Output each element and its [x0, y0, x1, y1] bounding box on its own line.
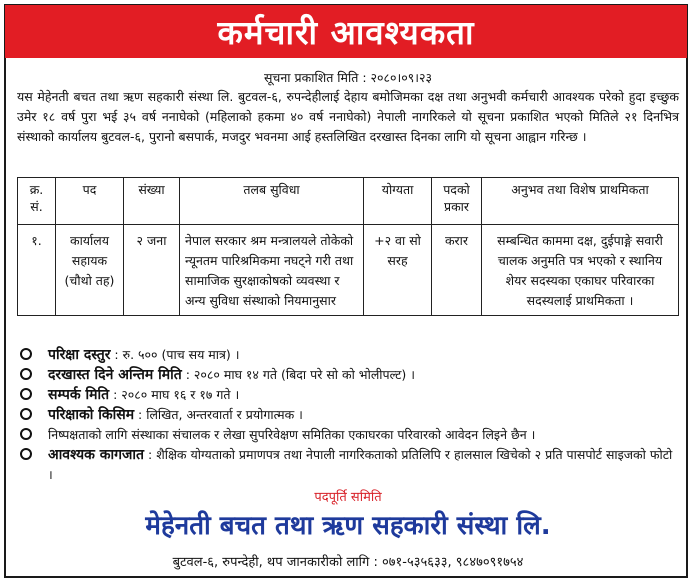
condition-text: : २०८० माघ १४ गते (बिदा परे सो को भोलीपल्ट) ।: [181, 367, 415, 382]
circle-bullet-icon: [20, 368, 32, 380]
condition-label: परिक्षाको किसिम: [48, 407, 135, 423]
table-header-row: [18, 178, 679, 225]
condition-text: : शैक्षिक योग्यताको प्रमाणपत्र तथा नेपाली नागरिकताको प्रतिलिपि र हालसाल खिचेको २ प्रति पासपोर्ट साइजको फोटो ।: [48, 447, 673, 482]
circle-bullet-icon: [20, 388, 32, 400]
condition-label: परिक्षा दस्तुर: [48, 347, 111, 363]
recruitment-committee: पदपूर्ति समिति: [314, 490, 382, 505]
condition-text: : लिखित, अन्तरवार्ता र प्रयोगात्मक ।: [134, 407, 303, 422]
col-header-type: पदको प्रकार: [432, 178, 482, 225]
condition-label: सम्पर्क मिति: [48, 387, 110, 403]
notice-published-date: सूचना प्रकाशित मिति : २०८०।०९।२३: [263, 70, 433, 85]
contact-info: बुटवल-६, रुपन्देही, थप जानकारीको लागि : ०७१-५३५६३३, ९८४७०९१७५४: [172, 555, 524, 570]
cell-qualification: +२ वा सो सरह: [364, 225, 432, 316]
cell-count: २ जना: [124, 225, 180, 316]
condition-text: : रु. ५०० (पाच सय मात्र) ।: [110, 347, 240, 362]
cell-experience: सम्बन्धित काममा दक्ष, दुईपाङ्गे सवारी चालक अनुमति पत्र भएको र स्थानिय शेयर सदस्यका एकाघर परिवारका सदस्यलाई प्राथमिकता ।: [482, 225, 679, 316]
condition-label: आवश्यक कागजात: [48, 447, 145, 463]
list-item: [20, 365, 680, 385]
intro-paragraph: यस मेहेनती बचत तथा ऋण सहकारी संस्था लि. बुटवल-६, रुपन्देहीलाई देहाय बमोजिमका दक्ष तथा अनुभवी कर्मचारी आवश्यक परेको हुदा इच्छुक उमेर १८ वर्ष पुरा भई ३५ वर्ष ननाघेको (महिलाको हकमा ४० वर्ष ननाघेको) नेपाली नागरिकले यो सूचना प्रकाशित भएको मितिले २१ दिनभित्र संस्थाको कार्यालय बुटवल-६, पुरानो बसपार्क, मजदुर भवनमा आई हस्तलिखित दरखास्त दिनका लागि यो सूचना आह्वान गरिन्छ ।: [17, 89, 679, 144]
cell-sn: १.: [18, 225, 56, 316]
condition-text: : २०८० माघ १६ र १७ गते ।: [109, 387, 240, 402]
organization-name: मेहेनती बचत तथा ऋण सहकारी संस्था लि.: [145, 511, 551, 541]
col-header-post: पद: [56, 178, 124, 225]
list-item: [20, 405, 680, 425]
list-item: [20, 425, 680, 445]
col-header-experience: अनुभव तथा विशेष प्राथमिकता: [482, 178, 679, 225]
col-header-sn: क्र. सं.: [18, 178, 56, 225]
circle-bullet-icon: [20, 428, 32, 440]
table-row: [18, 225, 679, 316]
title-banner: [5, 5, 687, 58]
circle-bullet-icon: [20, 348, 32, 360]
cell-type: करार: [432, 225, 482, 316]
col-header-count: संख्या: [124, 178, 180, 225]
list-item: [20, 385, 680, 405]
circle-bullet-icon: [20, 408, 32, 420]
col-header-qualification: योग्यता: [364, 178, 432, 225]
vacancy-table: [17, 177, 679, 316]
banner-title: कर्मचारी आवश्यकता: [217, 13, 475, 52]
condition-text: निष्पक्षताको लागि संस्थाका संचालक र लेखा सुपरिवेक्षण समितिका एकाघरका परिवारको आवेदन लिइने छैन ।: [48, 427, 536, 442]
col-header-salary: तलब सुविधा: [180, 178, 364, 225]
condition-label: दरखास्त दिने अन्तिम मिति: [48, 367, 182, 383]
conditions-list: [20, 345, 680, 485]
cell-post: कार्यालय सहायक (चौथो तह): [56, 225, 124, 316]
list-item: [20, 445, 680, 485]
circle-bullet-icon: [20, 448, 32, 460]
cell-salary: नेपाल सरकार श्रम मन्त्रालयले तोकेको न्यूनतम पारिश्रमिकमा नघट्ने गरी तथा सामाजिक सुरक्षाकोषको व्यवस्था र अन्य सुविधा संस्थाको नियमानुसार: [180, 225, 364, 316]
list-item: [20, 345, 680, 365]
